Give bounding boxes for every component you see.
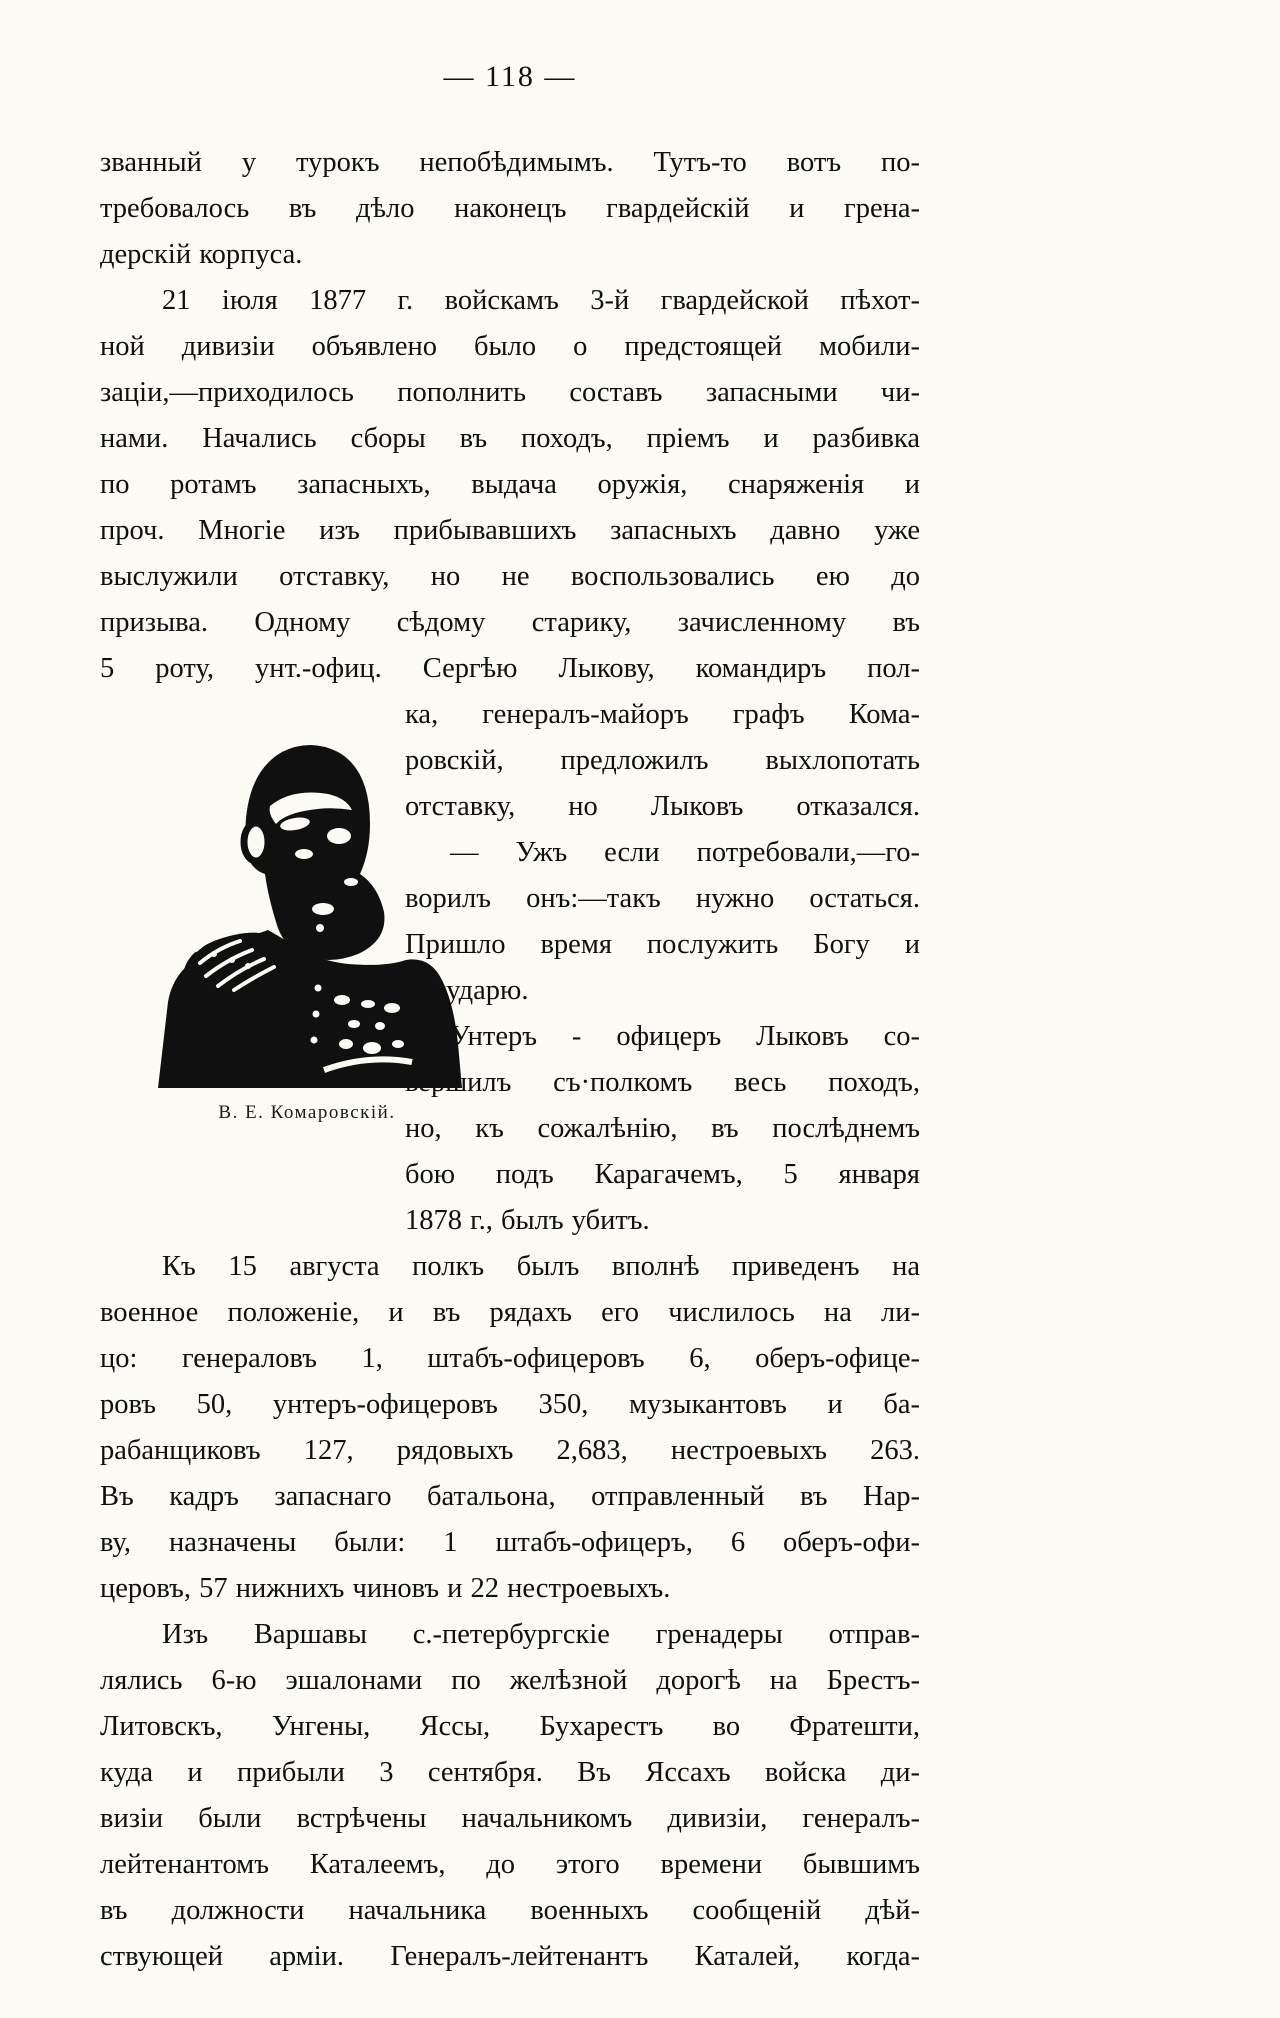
text-line: заціи,—приходилось пополнить составъ запасными чи- bbox=[100, 377, 920, 408]
text-line: ровскій, предложилъ выхлопотать bbox=[405, 745, 920, 776]
text-line: ной дивизіи объявлено было о предстоящей мобили- bbox=[100, 331, 920, 362]
text-line: ровъ 50, унтеръ-офицеровъ 350, музыкантовъ и ба- bbox=[100, 1389, 920, 1420]
portrait-caption: В. Е. Комаровскій. bbox=[218, 1102, 396, 1123]
text-line: куда и прибыли 3 сентября. Въ Яссахъ войска ди- bbox=[100, 1757, 920, 1788]
text-line: Унтеръ - офицеръ Лыковъ со- bbox=[450, 1021, 920, 1052]
text-line: бою подъ Карагачемъ, 5 января bbox=[405, 1159, 920, 1190]
text-line: въ должности начальника военныхъ сообщеній дѣй- bbox=[100, 1895, 920, 1926]
text-column bbox=[100, 140, 920, 1980]
text-line: — Ужъ если потребовали,—го- bbox=[450, 837, 920, 868]
text-line: военное положеніе, и въ рядахъ его числилось на ли- bbox=[100, 1297, 920, 1328]
text-line: нами. Начались сборы въ походъ, пріемъ и разбивка bbox=[100, 423, 920, 454]
text-line: выслужили отставку, но не воспользовались ею до bbox=[100, 561, 920, 592]
text-line: проч. Многіе изъ прибывавшихъ запасныхъ давно уже bbox=[100, 515, 920, 546]
text-line: 5 роту, унт.-офиц. Сергѣю Лыкову, командиръ пол- bbox=[100, 653, 920, 684]
text-line: Пришло время послужить Богу и bbox=[405, 929, 920, 960]
text-line: Изъ Варшавы с.-петербургскіе гренадеры отправ- bbox=[162, 1619, 920, 1650]
text-line: но, къ сожалѣнію, въ послѣднемъ bbox=[405, 1113, 920, 1144]
text-line: цо: генераловъ 1, штабъ-офицеровъ 6, оберъ-офице- bbox=[100, 1343, 920, 1374]
text-line: дерскій корпуса. bbox=[100, 239, 303, 270]
text-line: ворилъ онъ:—такъ нужно остаться. bbox=[405, 883, 920, 914]
text-line: Въ кадръ запаснаго батальона, отправленный въ Нар- bbox=[100, 1481, 920, 1512]
text-line: званный у турокъ непобѣдимымъ. Тутъ-то вотъ по- bbox=[100, 147, 920, 178]
text-line: визіи были встрѣчены начальникомъ дивизіи, генералъ- bbox=[100, 1803, 920, 1834]
portrait-section bbox=[100, 692, 920, 1244]
text-line: Государю. bbox=[405, 975, 529, 1006]
text-line: ствующей арміи. Генералъ-лейтенантъ Каталей, когда- bbox=[100, 1941, 920, 1972]
text-line: ву, назначены были: 1 штабъ-офицеръ, 6 оберъ-офи- bbox=[100, 1527, 920, 1558]
text-line: лялись 6-ю эшалонами по желѣзной дорогѣ на Брестъ- bbox=[100, 1665, 920, 1696]
page-number: — 118 — bbox=[443, 60, 577, 93]
wrapped-text-column bbox=[405, 692, 920, 1244]
text-line: церовъ, 57 нижнихъ чиновъ и 22 нестроевыхъ. bbox=[100, 1573, 671, 1604]
text-line: по ротамъ запасныхъ, выдача оружія, снаряженія и bbox=[100, 469, 920, 500]
text-line: призыва. Одному сѣдому старику, зачисленному въ bbox=[100, 607, 920, 638]
text-line: Литовскъ, Унгены, Яссы, Бухарестъ во Фратешти, bbox=[100, 1711, 920, 1742]
text-line: вершилъ съ·полкомъ весь походъ, bbox=[405, 1067, 920, 1098]
text-line: рабанщиковъ 127, рядовыхъ 2,683, нестроевыхъ 263. bbox=[100, 1435, 920, 1466]
text-line: отставку, но Лыковъ отказался. bbox=[405, 791, 920, 822]
text-line: Къ 15 августа полкъ былъ вполнѣ приведенъ на bbox=[162, 1251, 920, 1282]
text-line: лейтенантомъ Каталеемъ, до этого времени бывшимъ bbox=[100, 1849, 920, 1880]
text-line: требовалось въ дѣло наконецъ гвардейскій и грена- bbox=[100, 193, 920, 224]
text-line: ка, генералъ-майоръ графъ Кома- bbox=[405, 699, 920, 730]
text-line: 21 іюля 1877 г. войскамъ 3-й гвардейской пѣхот- bbox=[162, 285, 920, 316]
text-line: 1878 г., былъ убитъ. bbox=[405, 1205, 650, 1236]
